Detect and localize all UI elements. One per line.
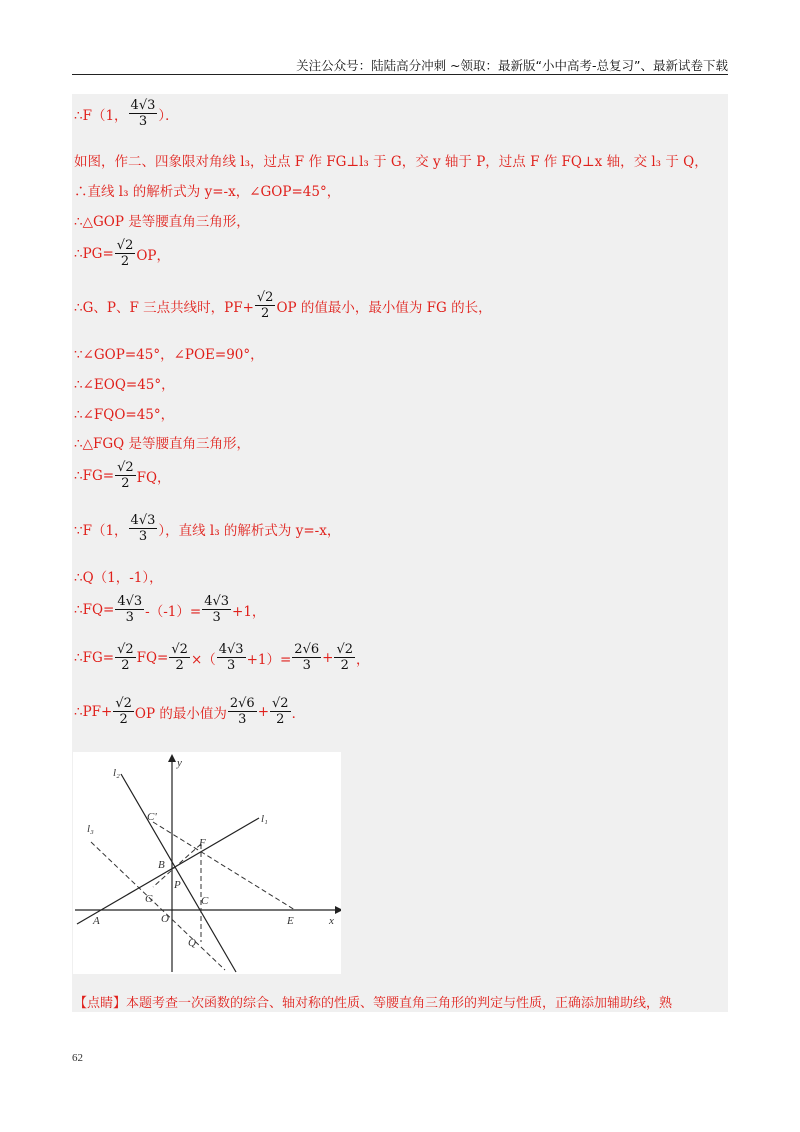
fraction: $\frac{4√3}{3}$ [130,513,156,544]
line-13: ∴Q（1，-1）， [74,570,163,586]
fraction: $\frac{4√3}{3}$ [204,594,230,625]
fraction: $\frac{2√6}{3}$ [294,642,320,673]
line-15: ∴FG= $\frac{√2}{2}$ FQ= $\frac{√2}{2}$ ×（ $\frac{4√3}{3}$ +1）= $\frac{2√6}{3}$ + $\frac{√2}{2}$ ， [74,642,370,673]
label-b: B [158,859,165,871]
label-x: x [329,915,334,927]
coordinate-diagram [73,752,341,974]
line-l2 [121,774,236,972]
geometry-figure [73,752,341,974]
page-header: 关注公众号：陆陆高分冲刺 ~领取：最新版“小中高考-总复习”、最新试卷下载 [296,58,728,73]
line-14: ∴FQ= $\frac{4√3}{3}$ -（-1）= $\frac{4√3}{3}$ +1， [74,594,266,625]
fraction: $\frac{4√3}{3}$ [218,642,244,673]
line-2: 如图，作二、四象限对角线 l₃，过点 F 作 FG⊥l₃ 于 G，交 y 轴于 P，过点 F 作 FQ⊥x 轴，交 l₃ 于 Q， [74,154,708,170]
fraction: $\frac{√2}{2}$ [256,290,274,321]
fraction: $\frac{√2}{2}$ [117,642,134,673]
label-y: y [177,757,182,769]
line-5: ∴PG= $\frac{√2}{2}$ OP， [74,238,170,269]
fraction: $\frac{√2}{2}$ [116,238,134,269]
line-3: ∴直线 l₃ 的解析式为 y=-x，∠GOP=45°， [74,184,341,200]
line-16: ∴PF+ $\frac{√2}{2}$ OP 的最小值为 $\frac{2√6}{3}$ + $\frac{√2}{2}$ ． [74,696,306,727]
line-4: ∴△GOP 是等腰直角三角形， [74,214,250,230]
label-a: A [93,915,100,927]
label-g: G [145,893,153,905]
line-10: ∴△FGQ 是等腰直角三角形， [74,436,250,452]
fraction: $\frac{4√3}{3}$ [130,98,156,129]
line-1: ∴F（1， $\frac{4√3}{3}$ ）． [74,98,179,129]
line-7: ∵∠GOP=45°，∠POE=90°， [74,347,264,363]
fraction: $\frac{√2}{2}$ [117,460,134,491]
fraction: $\frac{√2}{2}$ [115,696,132,727]
label-l3: l₃ [87,823,94,835]
label-p: P [174,879,181,891]
label-q: Q [188,937,196,949]
line-11: ∴FG= $\frac{√2}{2}$ FQ， [74,460,171,491]
fraction: $\frac{√2}{2}$ [336,642,353,673]
label-o: O [161,913,169,925]
x-axis-arrow [335,906,341,914]
label-f: F [199,837,206,849]
line-8: ∴∠EOQ=45°， [74,377,175,393]
fraction: $\frac{√2}{2}$ [171,642,188,673]
label-l1: l₁ [261,813,268,825]
fraction: $\frac{2√6}{3}$ [229,696,255,727]
label-c: C [201,895,209,907]
label-l2: l₂ [113,767,120,779]
line-6: ∴G、P、F 三点共线时，PF+ $\frac{√2}{2}$ OP 的值最小，最小值为 FG 的长， [74,290,492,321]
line-12: ∵F（1， $\frac{4√3}{3}$ ），直线 l₃ 的解析式为 y=-x， [74,513,341,544]
label-e: E [287,915,294,927]
fraction: $\frac{√2}{2}$ [272,696,289,727]
fraction: $\frac{4√3}{3}$ [117,594,143,625]
key-point-comment: 【点睛】本题考查一次函数的综合、轴对称的性质、等腰直角三角形的判定与性质，正确添加辅助线，熟 [74,996,673,1011]
label-c-prime: C' [147,811,157,823]
header-rule [72,74,728,75]
y-axis-arrow [168,754,176,762]
page-number: 62 [72,1052,83,1064]
line-9: ∴∠FQO=45°， [74,407,175,423]
